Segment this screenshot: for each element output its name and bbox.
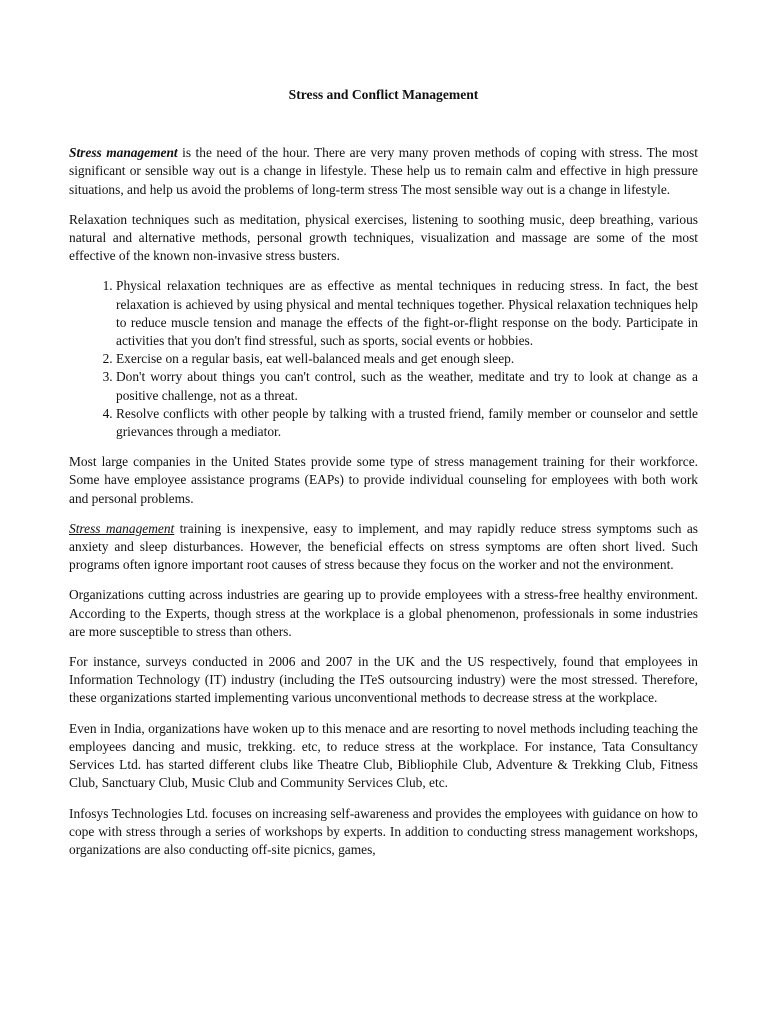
paragraph-us-companies: Most large companies in the United States provide some type of stress management training for their workforce. Some have employee assistance programs (EAPs) to provide individual counseling for employees with both work and personal problems.	[69, 454, 698, 506]
techniques-list	[69, 277, 698, 441]
document-page	[69, 86, 698, 871]
paragraph-relaxation-techniques: Relaxation techniques such as meditation, physical exercises, listening to soothing music, deep breathing, various natural and alternative methods, personal growth techniques, visualization and massage are some of the most effective of the known non-invasive stress busters.	[69, 211, 698, 264]
emphasis-stress-management-link: Stress management	[69, 520, 175, 536]
list-item: 4. Resolve conflicts with other people by talking with a trusted friend, family member or counselor and settle grievances through a mediator.	[116, 405, 698, 441]
document-title: Stress and Conflict Management	[288, 87, 479, 102]
list-item: 3. Don't worry about things you can't control, such as the weather, meditate and try to look at change as a positive challenge, not as a threat.	[116, 368, 698, 404]
paragraph-text: is the need of the hour. There are very many proven methods of coping with stress. The most significant or sensible way out is a change in lifestyle. These help us to remain calm and effective in high pressure situations, and help us avoid the problems of long-term stress The most sensible way out is a change in lifestyle.	[69, 145, 698, 197]
list-item: 2. Exercise on a regular basis, eat well-balanced meals and get enough sleep.	[116, 350, 698, 368]
paragraph-stress-management-intro	[69, 144, 698, 199]
emphasis-stress-management: Stress management	[69, 145, 178, 161]
paragraph-training	[69, 520, 698, 575]
paragraph-india: Even in India, organizations have woken up to this menace and are resorting to novel methods including teaching the employees dancing and music, trekking. etc, to reduce stress at the workplace. For instance, Tata Consultancy Services Ltd. has started different clubs like Theatre Club, Bibliophile Club, Adventure & Trekking Club, Fitness Club, Sanctuary Club, Music Club and Community Services Club, etc.	[69, 720, 698, 791]
paragraph-surveys: For instance, surveys conducted in 2006 and 2007 in the UK and the US respectively, found that employees in Information Technology (IT) industry (including the ITeS outsourcing industry) were the most stressed. Therefore, these organizations started implementing various unconventional methods to decrease stress at the workplace.	[69, 654, 698, 706]
paragraph-infosys: Infosys Technologies Ltd. focuses on increasing self-awareness and provides the employees with guidance on how to cope with stress through a series of workshops by experts. In addition to conducting stress management workshops, organizations are also conducting off-site picnics, games,	[69, 805, 698, 857]
list-item: 1. Physical relaxation techniques are as effective as mental techniques in reducing stress. In fact, the best relaxation is achieved by using physical and mental techniques together. Physical relaxation techniques help to reduce muscle tension and manage the effects of the fight-or-flight response on the body. Participate in activities that you don't find stressful, such as sports, social events or hobbies.	[116, 277, 698, 350]
paragraph-organizations: Organizations cutting across industries are gearing up to provide employees with a stress-free healthy environment. According to the Experts, though stress at the workplace is a global phenomenon, professionals in some industries are more susceptible to stress than others.	[69, 587, 698, 639]
paragraph-text: training is inexpensive, easy to implement, and may rapidly reduce stress symptoms such as anxiety and sleep disturbances. However, the beneficial effects on stress symptoms are often short lived. Such programs often ignore important root causes of stress because they focus on the worker and not the environment.	[69, 520, 698, 573]
